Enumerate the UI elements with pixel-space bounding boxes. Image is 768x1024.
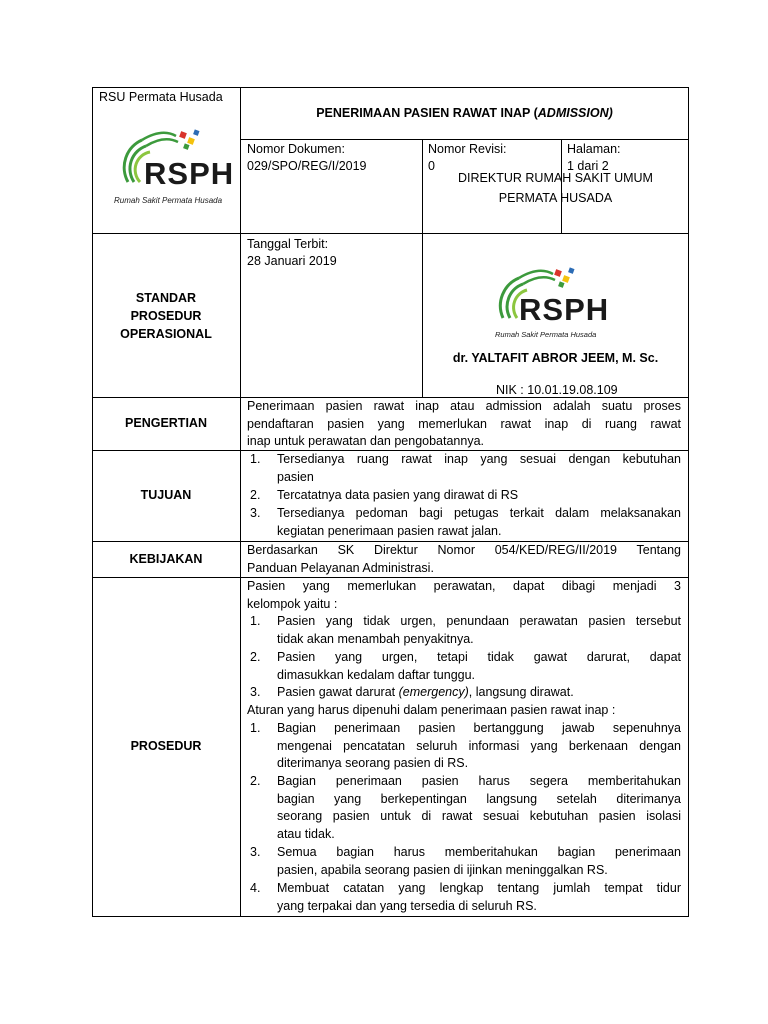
tujuan-item <box>250 505 681 541</box>
kebijakan-label: KEBIJAKAN <box>129 552 203 566</box>
hospital-name: RSU Permata Husada <box>99 90 223 104</box>
spo-label-line1: STANDAR <box>135 291 197 305</box>
tujuan-item-line: Tersedianya pedoman bagi petugas terkait dalam melaksanakan <box>277 506 681 520</box>
prosedur-group2-item <box>250 844 681 880</box>
tujuan-label: TUJUAN <box>140 488 192 502</box>
prosedur-item-line: mengenai pencatatan seluruh informasi yang berkenaan dengan <box>277 738 681 753</box>
kebijakan-line: Berdasarkan SK Direktur Nomor 054/KED/REG/II/2019 Tentang <box>247 543 681 557</box>
prosedur-item-line: diterimanya seorang pasien di RS. <box>277 756 469 771</box>
signer-name: dr. YALTAFIT ABROR JEEM, M. Sc. <box>452 351 659 365</box>
list-number: 2. <box>250 488 261 502</box>
pengertian-label: PENGERTIAN <box>125 416 207 430</box>
stamp-logo-text: RSPH <box>519 292 610 327</box>
tujuan-item-line: Tersedianya ruang rawat inap yang sesuai dengan kebutuhan <box>277 452 681 466</box>
list-number: 3. <box>250 506 261 520</box>
list-number: 4. <box>250 881 261 895</box>
prosedur-item-line: Pasien yang urgen, tetapi tidak gawat darurat, dapat <box>277 650 681 664</box>
tujuan-item <box>250 451 681 487</box>
list-number: 2. <box>250 774 261 788</box>
prosedur-item-line: Pasien yang tidak urgen, penundaan perawatan pasien tersebut <box>277 614 681 628</box>
tujuan-item-line: kegiatan penerimaan pasien rawat jalan. <box>277 523 502 538</box>
prosedur-rules-intro: Aturan yang harus dipenuhi dalam penerimaan pasien rawat inap : <box>247 703 616 717</box>
prosedur-item-line: seorang pasien untuk di rawat sesuai kebutuhan pasien isolasi <box>277 809 681 824</box>
list-number: 1. <box>250 721 261 735</box>
prosedur-item-line: atau tidak. <box>277 826 335 841</box>
tanggal-terbit-label: Tanggal Terbit: <box>247 237 329 251</box>
list-number: 3. <box>250 685 261 699</box>
signer-nik: NIK : 10.01.19.08.109 <box>496 383 618 397</box>
list-number: 2. <box>250 650 261 664</box>
prosedur-label: PROSEDUR <box>130 739 202 753</box>
spo-label-line3: OPERASIONAL <box>120 327 212 341</box>
tujuan-item <box>250 487 681 505</box>
prosedur-item-text: , langsung dirawat. <box>468 685 574 699</box>
tujuan-item-line: pasien <box>277 469 314 484</box>
prosedur-group1-item <box>250 684 681 702</box>
document-title-main: PENERIMAAN PASIEN RAWAT INAP ( <box>316 106 538 120</box>
nomor-revisi-value: 0 <box>428 159 435 173</box>
prosedur-intro-line: kelompok yaitu : <box>247 596 338 611</box>
pengertian-text <box>247 398 681 451</box>
halaman-value: 1 dari 2 <box>567 159 609 173</box>
pengertian-line: inap untuk perawatan dan pengobatannya. <box>247 434 484 449</box>
prosedur-group2-item <box>250 880 681 916</box>
list-number: 1. <box>250 614 261 628</box>
prosedur-item-line: dimasukkan kedalam daftar tunggu. <box>277 667 476 682</box>
prosedur-item-line: tidak akan menambah penyakitnya. <box>277 631 474 646</box>
list-number: 3. <box>250 845 261 859</box>
prosedur-item-line: Bagian penerimaan pasien bertanggung jawab sepenuhnya <box>277 721 681 735</box>
prosedur-item-line: Semua bagian harus memberitahukan bagian penerimaan <box>277 845 681 859</box>
document-title-italic: ADMISSION) <box>537 106 613 120</box>
prosedur-intro-line: Pasien yang memerlukan perawatan, dapat dibagi menjadi 3 <box>247 579 681 593</box>
prosedur-item-text: Pasien gawat darurat <box>277 685 399 699</box>
direktur-line2: PERMATA HUSADA <box>498 191 613 205</box>
logo-text: RSPH <box>144 156 235 191</box>
kebijakan-line: Panduan Pelayanan Administrasi. <box>247 560 434 575</box>
prosedur-item-line: Bagian penerimaan pasien harus segera memberitahukan <box>277 774 681 788</box>
prosedur-item-line: pasien, apabila seorang pasien di ijinkan meninggalkan RS. <box>277 862 608 877</box>
prosedur-group2-item <box>250 773 681 844</box>
prosedur-group1-item <box>250 649 681 685</box>
hospital-logo <box>106 126 235 208</box>
prosedur-group1-item <box>250 613 681 649</box>
halaman-label: Halaman: <box>567 142 621 156</box>
prosedur-item-italic: (emergency) <box>398 685 469 699</box>
list-number: 1. <box>250 452 261 466</box>
document-title <box>240 105 689 122</box>
nomor-dokumen-label: Nomor Dokumen: <box>247 142 345 156</box>
pengertian-line: Penerimaan pasien rawat inap atau admission adalah suatu proses <box>247 399 681 413</box>
kebijakan-text <box>247 542 681 577</box>
nomor-dokumen-value: 029/SPO/REG/I/2019 <box>247 159 367 173</box>
spo-label-line2: PROSEDUR <box>130 309 202 323</box>
signature-stamp-logo <box>485 266 625 346</box>
stamp-logo-subtitle: Rumah Sakit Permata Husada <box>495 330 597 339</box>
tanggal-terbit-value: 28 Januari 2019 <box>247 254 337 268</box>
prosedur-item-line: yang terpakai dan yang tersedia di seluruh RS. <box>277 898 537 913</box>
nomor-revisi-label: Nomor Revisi: <box>428 142 507 156</box>
prosedur-intro <box>247 578 681 613</box>
pengertian-line: pendaftaran pasien yang memerlukan rawat inap di ruang rawat <box>247 416 681 431</box>
logo-subtitle: Rumah Sakit Permata Husada <box>114 196 223 205</box>
prosedur-item-line: Membuat catatan yang lengkap tentang jumlah tempat tidur <box>277 881 681 895</box>
direktur-line1: DIREKTUR RUMAH SAKIT UMUM <box>458 171 653 185</box>
prosedur-group2-item <box>250 720 681 773</box>
tujuan-item-line: Tercatatnya data pasien yang dirawat di RS <box>277 488 519 502</box>
prosedur-item-line: bagian yang berkepentingan langsung setelah diterimanya <box>277 791 681 806</box>
